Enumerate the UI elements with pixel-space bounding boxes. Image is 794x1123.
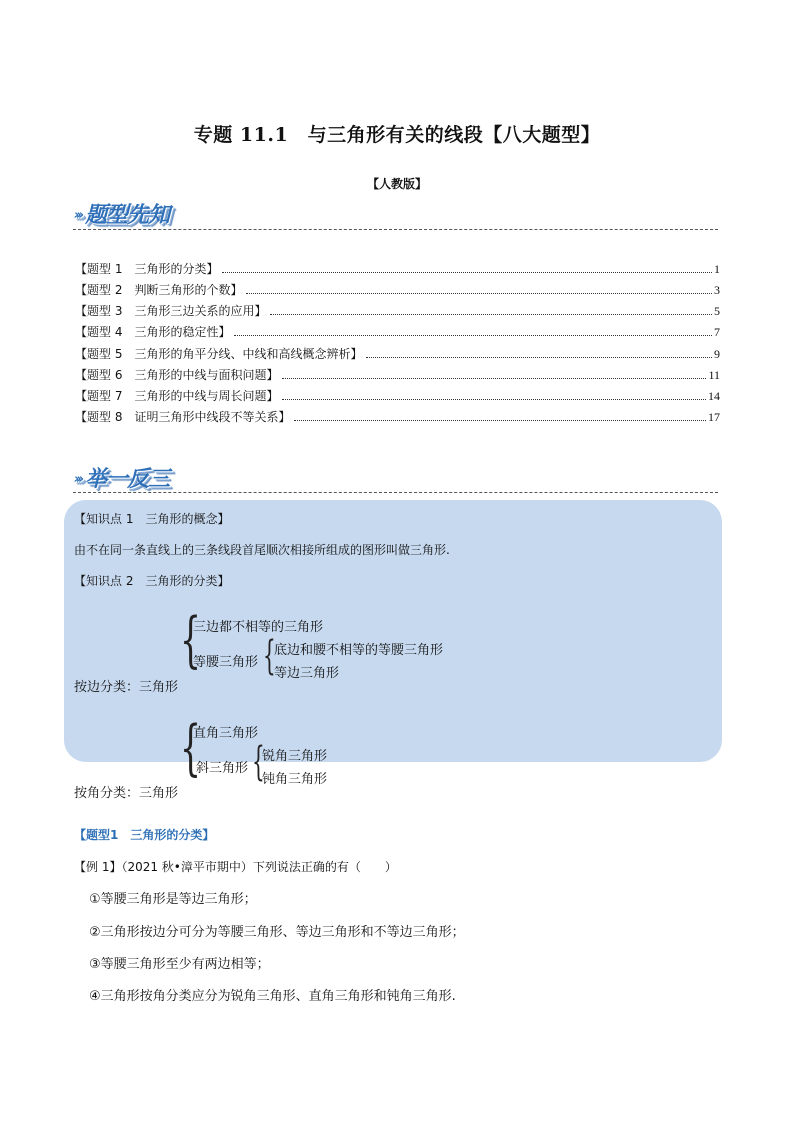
toc-page: 14 xyxy=(708,389,720,403)
knowledge-point-2-title: 【知识点 2 三角形的分类】 xyxy=(74,574,230,588)
toc-label: 【题型 2 判断三角形的个数】 xyxy=(75,283,243,297)
toc-item-4[interactable] xyxy=(75,320,720,340)
toc-leader xyxy=(294,420,706,421)
toc-label: 【题型 3 三角形三边关系的应用】 xyxy=(75,304,267,318)
toc-item-5[interactable] xyxy=(75,342,720,362)
knowledge-point-1-text: 由不在同一条直线上的三条线段首尾顺次相接所组成的图形叫做三角形. xyxy=(74,543,450,557)
banner-practice xyxy=(74,462,169,493)
option-2: ②三角形按边分可分为等腰三角形、等边三角形和不等边三角形； xyxy=(89,925,465,940)
by-side-isosceles: 等腰三角形 xyxy=(193,655,259,670)
arrows-icon: ››› xyxy=(74,472,82,487)
toc-leader xyxy=(234,335,712,336)
toc-label: 【题型 1 三角形的分类】 xyxy=(75,262,219,276)
toc-item-3[interactable] xyxy=(75,299,720,319)
toc-leader xyxy=(222,272,712,273)
toc-page: 9 xyxy=(714,347,720,361)
toc-page: 3 xyxy=(714,283,720,297)
toc-leader xyxy=(246,293,712,294)
divider xyxy=(73,492,718,493)
toc-page: 11 xyxy=(708,368,720,382)
toc-page: 7 xyxy=(714,325,720,339)
by-angle-oblique: 斜三角形 xyxy=(196,761,249,776)
toc-leader xyxy=(270,314,712,315)
example-question: 【例 1】（2021 秋•漳平市期中）下列说法正确的有（ ） xyxy=(74,860,397,874)
brace-icon: { xyxy=(180,605,202,675)
brace-icon: { xyxy=(252,739,265,785)
banner-text: 举一反三 xyxy=(85,467,170,492)
option-3: ③等腰三角形至少有两边相等； xyxy=(89,957,270,972)
by-angle-acute: 锐角三角形 xyxy=(262,749,328,764)
toc-item-2[interactable] xyxy=(75,278,720,298)
by-side-prefix: 按边分类：三角形 xyxy=(74,680,179,695)
banner-text: 题型先知 xyxy=(85,203,170,228)
knowledge-box xyxy=(64,500,722,762)
brace-icon: { xyxy=(180,713,202,783)
toc-item-7[interactable] xyxy=(75,384,720,404)
toc-leader xyxy=(366,357,712,358)
toc-label: 【题型 5 三角形的角平分线、中线和高线概念辨析】 xyxy=(75,347,363,361)
banner-topic-preview xyxy=(74,198,169,229)
by-side-scalene: 三边都不相等的三角形 xyxy=(193,620,324,635)
toc-page: 5 xyxy=(714,304,720,318)
option-4: ④三角形按角分类应分为锐角三角形、直角三角形和钝角三角形. xyxy=(89,989,456,1004)
toc-page: 17 xyxy=(708,410,720,424)
option-1: ①等腰三角形是等边三角形； xyxy=(89,892,257,907)
by-angle-obtuse: 钝角三角形 xyxy=(262,772,328,787)
toc-label: 【题型 4 三角形的稳定性】 xyxy=(75,325,231,339)
toc-item-8[interactable] xyxy=(75,405,720,425)
toc-label: 【题型 6 三角形的中线与面积问题】 xyxy=(75,368,279,382)
toc-label: 【题型 8 证明三角形中线段不等关系】 xyxy=(75,410,291,424)
toc-leader xyxy=(282,399,706,400)
toc-label: 【题型 7 三角形的中线与周长问题】 xyxy=(75,389,279,403)
arrows-icon: ››› xyxy=(74,208,82,223)
toc-item-1[interactable] xyxy=(75,257,720,277)
toc-page: 1 xyxy=(714,262,720,276)
section-title: 【题型1 三角形的分类】 xyxy=(74,828,215,842)
by-side-equilateral: 等边三角形 xyxy=(274,666,340,681)
page-title: 专题 11.1 与三角形有关的线段【八大题型】 xyxy=(193,124,601,146)
edition-label: 【人教版】 xyxy=(366,177,427,191)
brace-icon: { xyxy=(263,633,276,679)
knowledge-point-1-title: 【知识点 1 三角形的概念】 xyxy=(74,512,230,526)
divider xyxy=(73,229,718,230)
by-side-iso-non-equilateral: 底边和腰不相等的等腰三角形 xyxy=(274,643,444,658)
toc-leader xyxy=(282,378,706,379)
toc-item-6[interactable] xyxy=(75,363,720,383)
by-angle-prefix: 按角分类：三角形 xyxy=(74,786,179,801)
by-angle-right: 直角三角形 xyxy=(193,726,259,741)
